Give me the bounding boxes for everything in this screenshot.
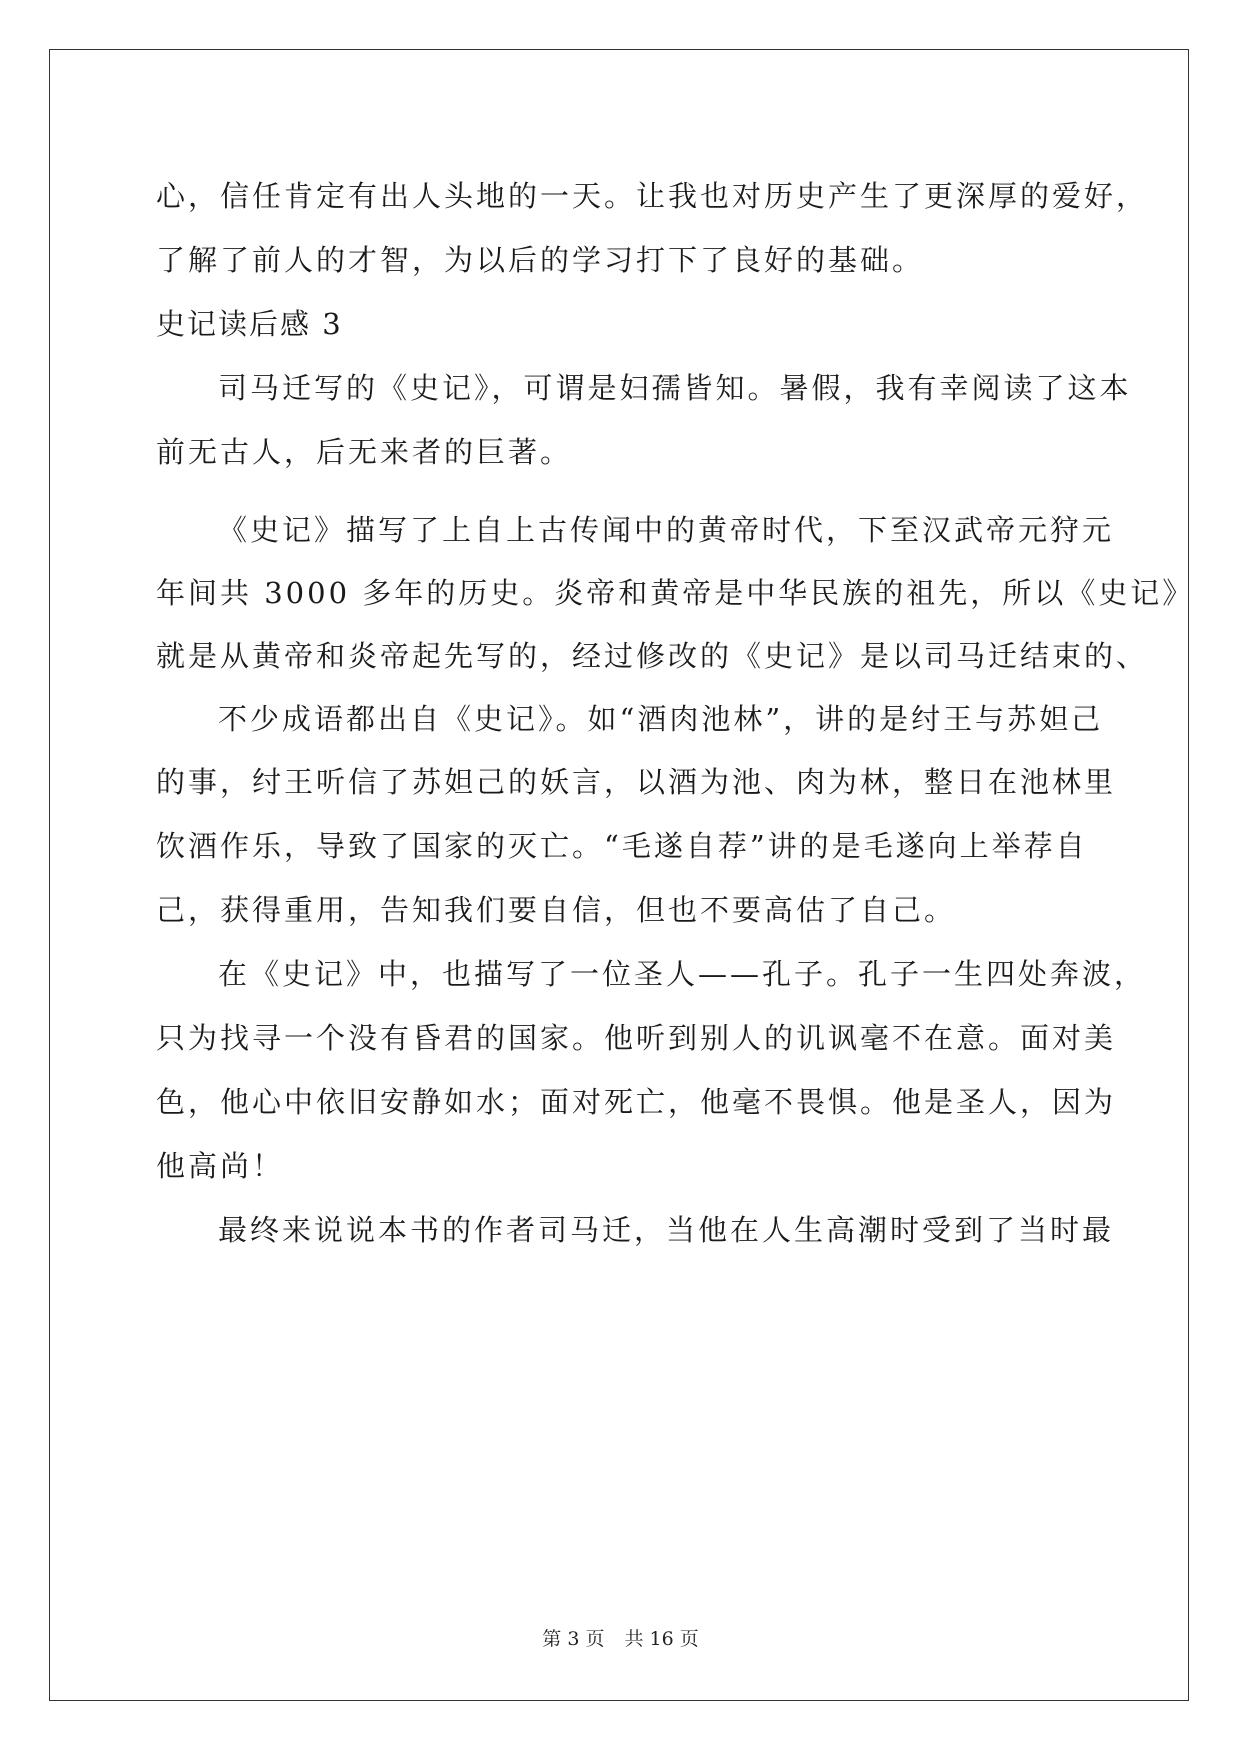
section-heading: 史记读后感 3 [156, 307, 343, 341]
paragraph-line: 司马迁写的《史记》，可谓是妇孺皆知。暑假，我有幸阅读了这本 [218, 371, 1132, 405]
page-number: 第 3 页 [542, 1628, 605, 1650]
paragraph-line: 的事，纣王听信了苏妲己的妖言，以酒为池、肉为林，整日在池林里 [156, 765, 1117, 799]
paragraph-line: 他高尚！ [156, 1149, 285, 1183]
page-footer [0, 1627, 1241, 1651]
paragraph-line: 不少成语都出自《史记》。如“酒肉池林”，讲的是纣王与苏妲己 [218, 702, 1104, 736]
page-total: 共 16 页 [624, 1628, 699, 1650]
paragraph-line: 最终来说说本书的作者司马迁，当他在人生高潮时受到了当时最 [218, 1213, 1115, 1247]
paragraph-line: 《史记》描写了上自上古传闻中的黄帝时代，下至汉武帝元狩元 [218, 513, 1115, 547]
paragraph-line: 心，信任肯定有出人头地的一天。让我也对历史产生了更深厚的爱好， [156, 179, 1149, 213]
paragraph-line: 色，他心中依旧安静如水；面对死亡，他毫不畏惧。他是圣人，因为 [156, 1085, 1117, 1119]
paragraph-line: 就是从黄帝和炎帝起先写的，经过修改的《史记》是以司马迁结束的、 [156, 639, 1149, 673]
paragraph-line: 在《史记》中，也描写了一位圣人——孔子。孔子一生四处奔波， [218, 957, 1147, 991]
paragraph-line: 前无古人，后无来者的巨著。 [156, 435, 573, 469]
page-border [49, 49, 1195, 1701]
paragraph-line: 了解了前人的才智，为以后的学习打下了良好的基础。 [156, 243, 925, 277]
paragraph-line: 饮酒作乐，导致了国家的灭亡。“毛遂自荐”讲的是毛遂向上举荐自 [156, 829, 1088, 863]
paragraph-line: 己，获得重用，告知我们要自信，但也不要高估了自己。 [156, 893, 957, 927]
paragraph-line: 只为找寻一个没有昏君的国家。他听到别人的讥讽毫不在意。面对美 [156, 1021, 1117, 1055]
paragraph-line: 年间共 3000 多年的历史。炎帝和黄帝是中华民族的祖先，所以《史记》 [156, 576, 1195, 610]
